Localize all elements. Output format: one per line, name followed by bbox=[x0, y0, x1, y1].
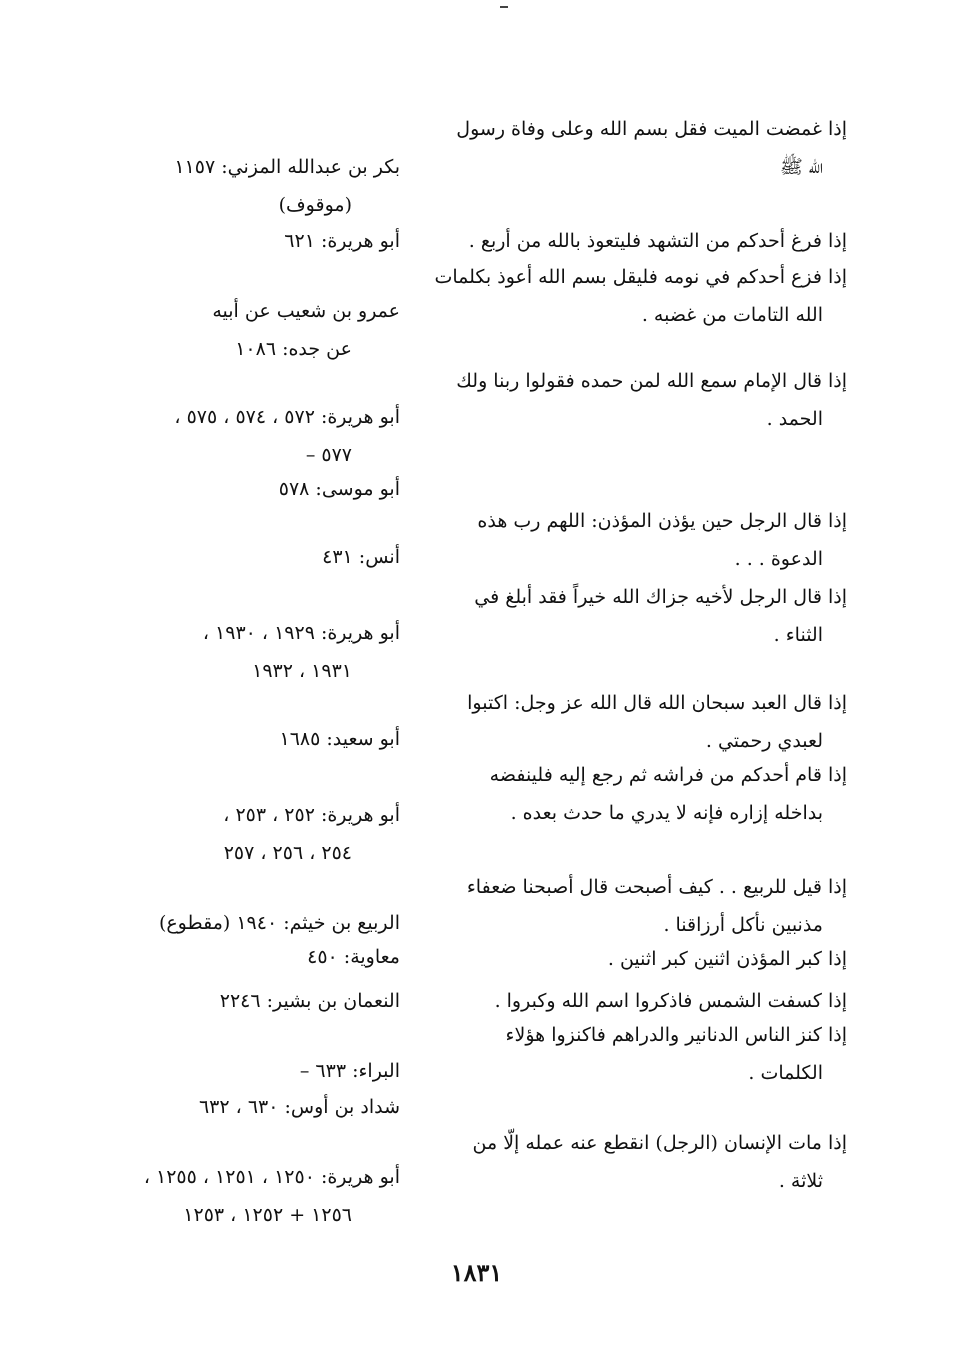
hadith-line: إذا كسفت الشمس فاذكروا اسم الله وكبروا . bbox=[494, 990, 847, 1012]
hadith-entry bbox=[443, 940, 847, 978]
hadith-line: إذا فرغ أحدكم من التشهد فليتعوذ بالله من أربع . bbox=[468, 230, 847, 252]
reference-line: أبو هريرة: ١٩٢٩ ، ١٩٣٠ ، bbox=[202, 622, 400, 644]
narrator-reference bbox=[160, 720, 400, 758]
narrator-reference bbox=[160, 614, 400, 690]
narrator-reference bbox=[160, 904, 400, 942]
hadith-entry bbox=[443, 1016, 847, 1092]
hadith-entry bbox=[443, 868, 847, 944]
reference-line: أبو هريرة: ٦٢١ bbox=[284, 230, 400, 252]
hadith-entry bbox=[434, 258, 847, 334]
narrator-reference bbox=[160, 398, 400, 474]
reference-line-continued: (موقوف) bbox=[278, 194, 352, 216]
hadith-entry bbox=[443, 502, 847, 578]
hadith-line: إذا فزع أحدكم في نومه فليقل بسم الله أعوذ بكلمات bbox=[434, 266, 847, 288]
top-mark bbox=[500, 6, 508, 8]
hadith-line-continued: الكلمات . bbox=[748, 1062, 823, 1084]
hadith-line-continued: الله التامات من غضبه . bbox=[641, 304, 823, 326]
hadith-line: إذا قال الرجل لأخيه جزاك الله خيراً فقد أبلغ في bbox=[474, 586, 847, 608]
reference-line: الربيع بن خيثم: ١٩٤٠ (مقطوع) bbox=[158, 912, 400, 934]
page-number: ١٨٣١ bbox=[450, 1258, 503, 1287]
reference-line-continued: ٢٥٤ ، ٢٥٦ ، ٢٥٧ bbox=[223, 842, 352, 864]
hadith-line: إذا قيل للربيع . . كيف أصبحت قال أصبحنا ضعفاء bbox=[466, 876, 847, 898]
hadith-entry bbox=[443, 1124, 847, 1200]
reference-line: النعمان بن بشير: ٢٢٤٦ bbox=[219, 990, 400, 1012]
reference-line-continued: ١٢٥٦ + ١٢٥٢ ، ١٢٥٣ bbox=[183, 1204, 352, 1226]
hadith-line: إذا غمضت الميت فقل بسم الله وعلى وفاة رسول bbox=[456, 118, 847, 140]
hadith-line: إذا مات الإنسان (الرجل) انقطع عنه عمله إلّا من bbox=[472, 1132, 847, 1154]
hadith-entry bbox=[443, 578, 847, 654]
reference-line: أبو سعيد: ١٦٨٥ bbox=[279, 728, 400, 750]
hadith-line-continued: بداخله إزاره فإنه لا يدري ما حدث بعده . bbox=[510, 802, 823, 824]
reference-line-continued: عن جده: ١٠٨٦ bbox=[235, 338, 352, 360]
narrator-reference bbox=[160, 1052, 400, 1090]
hadith-line: إذا كنز الناس الدنانير والدراهم فاكنزوا هؤلاء bbox=[505, 1024, 847, 1046]
reference-line: أبو هريرة: ١٢٥٠ ، ١٢٥١ ، ١٢٥٥ ، bbox=[143, 1166, 400, 1188]
reference-line: أبو هريرة: ٥٧٢ ، ٥٧٤ ، ٥٧٥ ، bbox=[174, 406, 400, 428]
reference-line: بكر بن عبدالله المزني: ١١٥٧ bbox=[174, 156, 400, 178]
hadith-entry bbox=[443, 982, 847, 1020]
hadith-line: إذا قال الرجل حين يؤذن المؤذن: اللهم رب هذه bbox=[477, 510, 847, 532]
hadith-line-continued: الدعوة . . . bbox=[734, 548, 823, 570]
hadith-entry bbox=[443, 222, 847, 260]
hadith-line-continued: الثناء . bbox=[773, 624, 823, 646]
reference-line-continued: ٥٧٧ – bbox=[305, 444, 352, 466]
hadith-entry bbox=[443, 756, 847, 832]
hadith-entry bbox=[443, 110, 847, 186]
reference-line: شداد بن أوس: ٦٣٠ ، ٦٣٢ bbox=[198, 1096, 400, 1118]
narrator-reference bbox=[160, 470, 400, 508]
hadith-line-continued: مذنبين نأكل أرزاقنا . bbox=[663, 914, 823, 936]
reference-line: معاوية: ٤٥٠ bbox=[307, 946, 400, 968]
reference-line: أبو هريرة: ٢٥٢ ، ٢٥٣ ، bbox=[223, 804, 400, 826]
narrator-reference bbox=[160, 538, 400, 576]
hadith-line-continued: ثلاثة . bbox=[778, 1170, 823, 1192]
narrator-reference bbox=[160, 292, 400, 368]
reference-line: عمرو بن شعيب عن أبيه bbox=[212, 300, 400, 322]
reference-line-continued: ١٩٣١ ، ١٩٣٢ bbox=[252, 660, 352, 682]
hadith-line: إذا كبر المؤذن اثنين كبر اثنين . bbox=[607, 948, 847, 970]
hadith-line-continued: لعبدي رحمتي . bbox=[705, 730, 823, 752]
hadith-line: إذا قال الإمام سمع الله لمن حمده فقولوا ربنا ولك bbox=[456, 370, 847, 392]
narrator-reference bbox=[160, 982, 400, 1020]
narrator-reference bbox=[143, 1158, 400, 1234]
hadith-line-continued: الله ﷺ bbox=[779, 156, 823, 178]
hadith-line-continued: الحمد . bbox=[766, 408, 823, 430]
narrator-reference bbox=[160, 148, 400, 224]
reference-line: أبو موسى: ٥٧٨ bbox=[278, 478, 400, 500]
reference-line: أنس: ٤٣١ bbox=[322, 546, 400, 568]
hadith-entry bbox=[443, 362, 847, 438]
narrator-reference bbox=[160, 222, 400, 260]
narrator-reference bbox=[160, 1088, 400, 1126]
narrator-reference bbox=[160, 938, 400, 976]
hadith-entry bbox=[443, 684, 847, 760]
narrator-reference bbox=[160, 796, 400, 872]
reference-line: البراء: ٦٣٣ – bbox=[299, 1060, 400, 1082]
hadith-line: إذا قال العبد سبحان الله قال الله عز وجل: اكتبوا bbox=[467, 692, 847, 714]
hadith-line: إذا قام أحدكم من فراشه ثم رجع إليه فلينفضه bbox=[489, 764, 847, 786]
